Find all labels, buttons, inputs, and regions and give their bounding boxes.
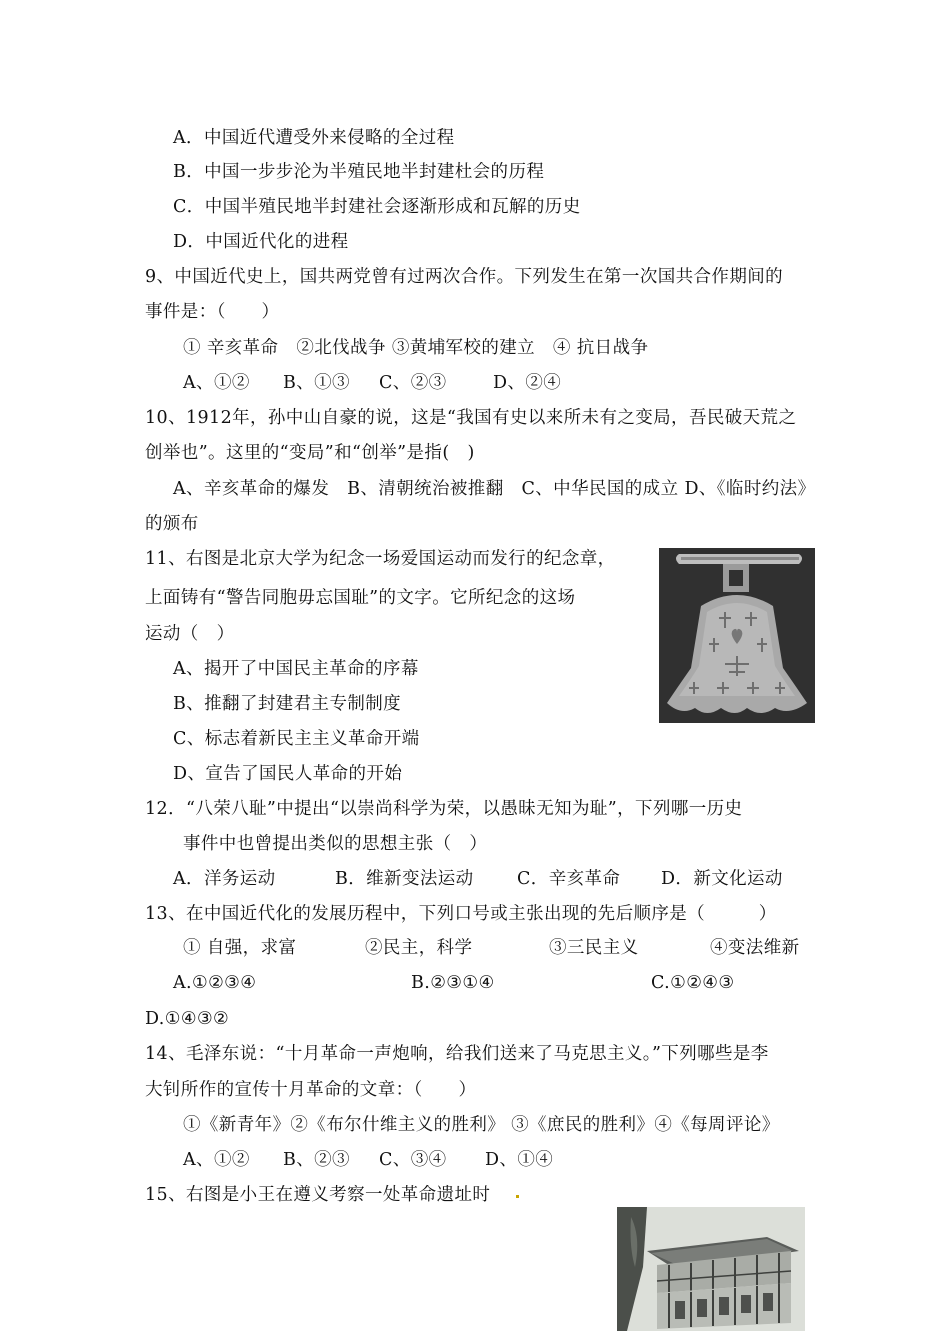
q14-choice-a: A、①② (183, 1150, 250, 1170)
q11-option-b: B、推翻了封建君主专制制度 (173, 694, 402, 714)
q12-stem-line1: 12．“八荣八耻”中提出“以崇尚科学为荣，以愚昧无知为耻”，下列哪一历史 (145, 799, 743, 819)
yellow-dot-mark (516, 1195, 519, 1198)
q9-stem-line2: 事件是：（ ） (145, 302, 280, 322)
q13-stem: 13、在中国近代化的发展历程中，下列口号或主张出现的先后顺序是（ ） (145, 904, 777, 924)
q14-choices (183, 1148, 553, 1172)
q11-option-c: C、标志着新民主主义革命开端 (173, 729, 420, 749)
q14-choice-d: D、①④ (485, 1150, 554, 1170)
q13-choices (173, 971, 734, 995)
commemorative-medal-image (659, 548, 815, 723)
q13-items (183, 936, 800, 960)
q12-choice-c: C．辛亥革命 (517, 869, 621, 889)
q11-option-d: D、宣告了国民人革命的开始 (173, 764, 403, 784)
q13-choice-a: A.①②③④ (173, 973, 257, 993)
q11-stem-line2: 上面铸有“警告同胞毋忘国耻”的文字。它所纪念的这场 (145, 588, 576, 608)
q14-stem-line2: 大钊所作的宣传十月革命的文章：（ ） (145, 1080, 477, 1100)
q10-options-cont: 的颁布 (145, 514, 199, 534)
q12-choice-a: A．洋务运动 (173, 869, 276, 889)
q12-choice-b: B．维新变法运动 (335, 869, 474, 889)
q14-choice-b: B、②③ (283, 1150, 350, 1170)
q9-items: ① 辛亥革命 ②北伐战争 ③黄埔军校的建立 ④ 抗日战争 (183, 338, 649, 358)
q12-choices (173, 867, 783, 891)
zunyi-building-image (617, 1207, 805, 1331)
q9-choice-c: C、②③ (379, 373, 447, 393)
q8-option-c: C．中国半殖民地半封建社会逐渐形成和瓦解的历史 (173, 197, 581, 217)
q13-item-4: ④变法维新 (710, 938, 800, 958)
q10-options: A、辛亥革命的爆发 B、清朝统治被推翻 C、中华民国的成立 D、《临时约法》 (173, 479, 816, 499)
q11-stem-line3: 运动（ ） (145, 624, 235, 644)
q8-option-a: A．中国近代遭受外来侵略的全过程 (173, 128, 455, 148)
q8-option-d: D．中国近代化的进程 (173, 232, 349, 252)
q9-choice-d: D、②④ (493, 373, 562, 393)
q12-choice-d: D．新文化运动 (661, 869, 783, 889)
q14-choice-c: C、③④ (379, 1150, 447, 1170)
q15-stem: 15、右图是小王在遵义考察一处革命遗址时 (145, 1185, 491, 1205)
q12-stem-line2: 事件中也曾提出类似的思想主张（ ） (183, 834, 488, 854)
q13-item-1: ① 自强，求富 (183, 938, 297, 958)
q13-choice-b: B.②③①④ (411, 973, 495, 993)
q13-item-3: ③三民主义 (549, 938, 639, 958)
q13-choice-c: C.①②④③ (651, 973, 735, 993)
q13-choice-d: D.①④③② (145, 1009, 230, 1029)
q14-stem-line1: 14、毛泽东说：“十月革命一声炮响，给我们送来了马克思主义。”下列哪些是李 (145, 1044, 769, 1064)
q10-stem-line1: 10、1912年，孙中山自豪的说，这是“我国有史以来所未有之变局，吾民破天荒之 (145, 408, 797, 428)
q14-items: ①《新青年》②《布尔什维主义的胜利》 ③《庶民的胜利》④《每周评论》 (183, 1115, 780, 1135)
q8-option-b: B．中国一步步沦为半殖民地半封建杜会的历程 (173, 162, 545, 182)
q10-stem-line2: 创举也”。这里的“变局”和“创举”是指( ) (145, 443, 475, 463)
q9-choice-a: A、①② (183, 373, 250, 393)
q13-item-2: ②民主，科学 (365, 938, 473, 958)
q9-stem-line1: 9、中国近代史上，国共两党曾有过两次合作。下列发生在第一次国共合作期间的 (145, 267, 784, 287)
q9-choice-b: B、①③ (283, 373, 350, 393)
q11-option-a: A、揭开了中国民主革命的序幕 (173, 659, 419, 679)
q11-stem-line1: 11、右图是北京大学为纪念一场爱国运动而发行的纪念章， (145, 549, 616, 569)
q9-choices (183, 371, 561, 395)
